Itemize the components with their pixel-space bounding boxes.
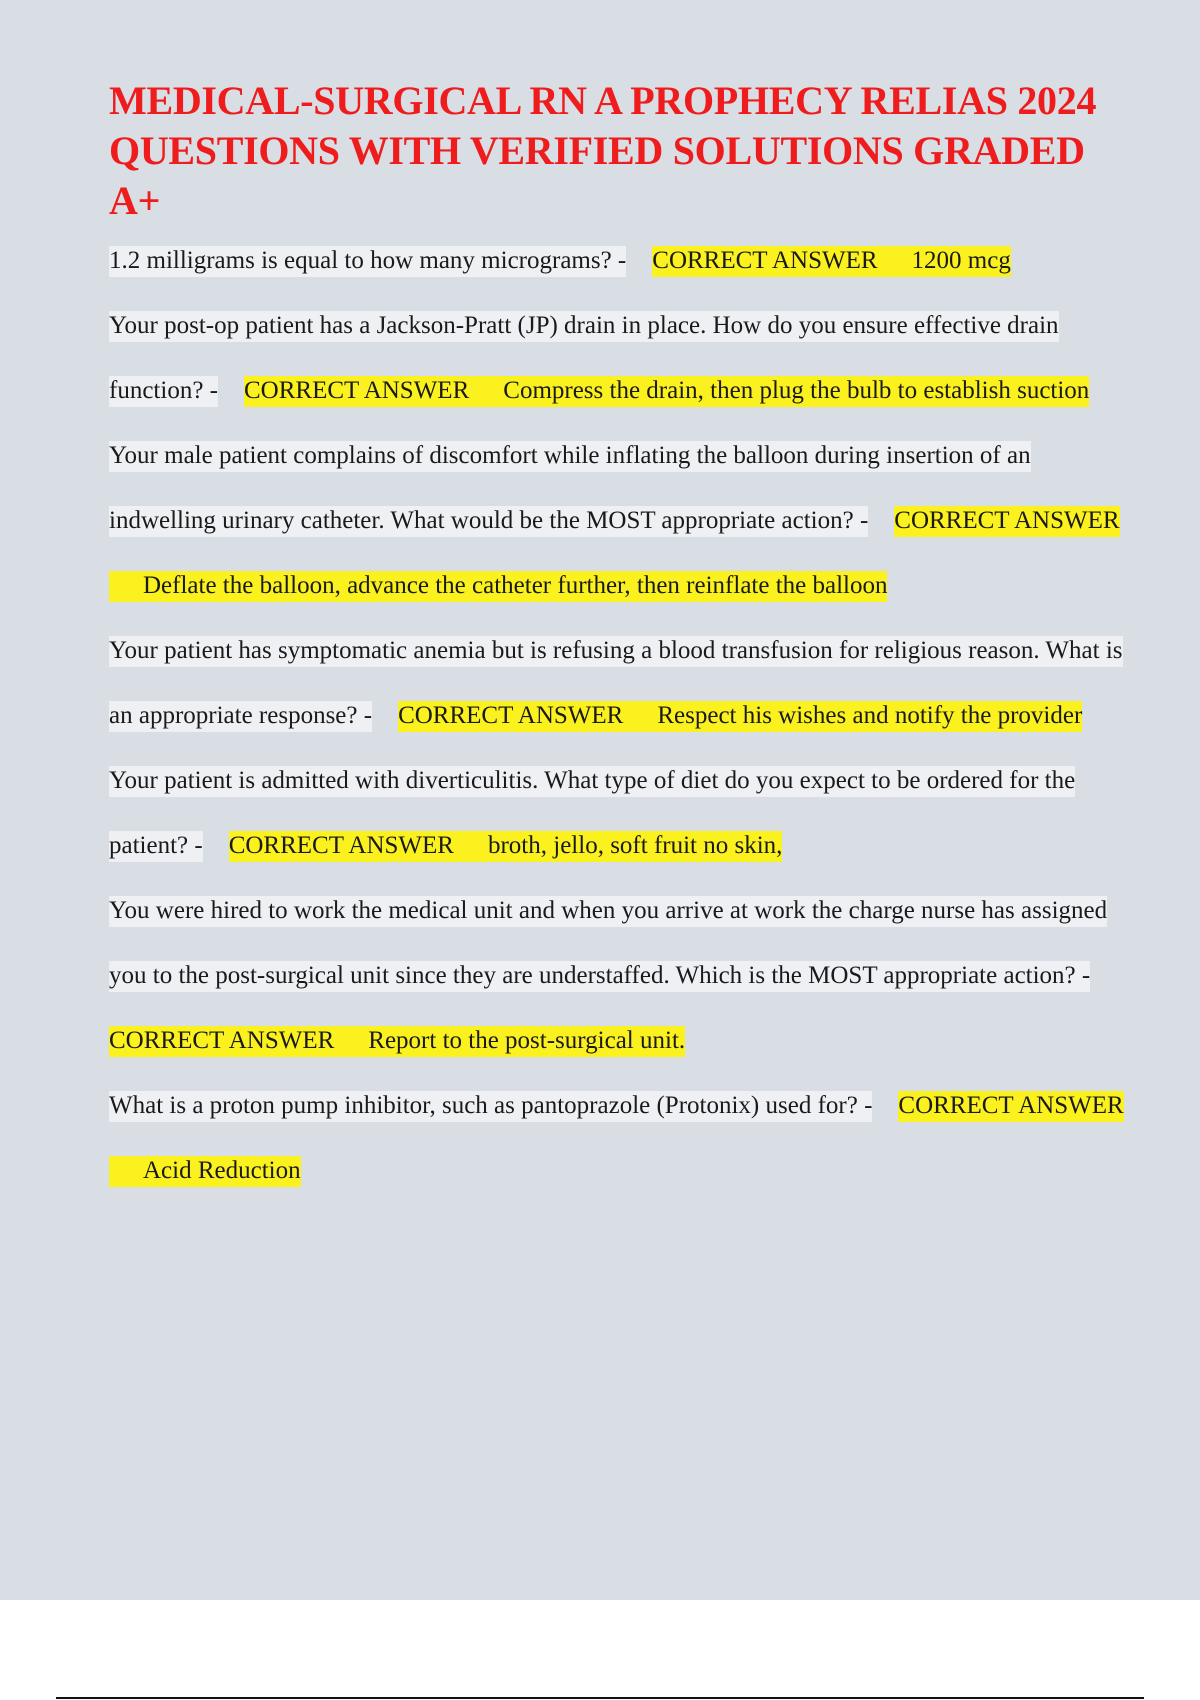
qa-item-5 — [109, 748, 1129, 878]
question-text: 1.2 milligrams is equal to how many micrograms? - — [109, 246, 626, 277]
answer-text: Respect his wishes and notify the provider — [657, 702, 1083, 729]
correct-answer-label: CORRECT ANSWER — [894, 507, 1120, 534]
qa-item-7 — [109, 1073, 1129, 1203]
correct-answer-label: CORRECT ANSWER — [652, 247, 878, 274]
correct-answer-highlight — [652, 246, 1011, 277]
answer-text: Compress the drain, then plug the bulb to establish suction — [503, 377, 1090, 404]
correct-answer-label: CORRECT ANSWER — [109, 1027, 335, 1054]
question-text: Your patient is admitted with diverticulitis. What type of diet do you expect to be ordered for the patient? - — [109, 766, 1075, 862]
answer-text: Deflate the balloon, advance the catheter further, then reinflate the balloon — [143, 572, 888, 599]
answer-text: Report to the post-surgical unit. — [368, 1027, 686, 1054]
question-text: Your patient has symptomatic anemia but is refusing a blood transfusion for religious reason. What is an appropriate response? - — [109, 636, 1123, 732]
document-title: MEDICAL-SURGICAL RN A PROPHECY RELIAS 2024 QUESTIONS WITH VERIFIED SOLUTIONS GRADED A+ — [109, 78, 1097, 223]
correct-answer-label: CORRECT ANSWER — [398, 702, 624, 729]
correct-answer-highlight — [244, 376, 1089, 407]
correct-answer-highlight — [109, 1026, 685, 1057]
question-text: What is a proton pump inhibitor, such as pantoprazole (Protonix) used for? - — [109, 1091, 872, 1122]
correct-answer-label: CORRECT ANSWER — [243, 377, 470, 404]
qa-list — [109, 228, 1129, 1203]
qa-item-4 — [109, 618, 1129, 748]
correct-answer-label: CORRECT ANSWER — [898, 1092, 1124, 1119]
document-content — [109, 76, 1129, 1203]
question-text: Your male patient complains of discomfort while inflating the balloon during insertion of an indwelling urinary catheter. What would be the MOST appropriate action? - — [109, 441, 1031, 537]
qa-item-2 — [109, 293, 1129, 423]
qa-item-6 — [109, 878, 1129, 1073]
qa-item-3 — [109, 423, 1129, 618]
answer-text: broth, jello, soft fruit no skin, — [487, 832, 783, 859]
correct-answer-highlight — [398, 701, 1082, 732]
question-text: You were hired to work the medical unit and when you arrive at work the charge nurse has assigned you to the post-surgical unit since they are understaffed. Which is the MOST appropriate action? - — [109, 896, 1107, 992]
correct-answer-highlight — [229, 831, 783, 862]
answer-text: 1200 mcg — [911, 247, 1011, 274]
question-text: Your post-op patient has a Jackson-Pratt (JP) drain in place. How do you ensure effective drain function? - — [109, 311, 1059, 407]
footer-divider — [56, 1697, 1144, 1699]
answer-text: Acid Reduction — [143, 1157, 301, 1184]
qa-item-1 — [109, 228, 1129, 293]
correct-answer-label: CORRECT ANSWER — [228, 832, 454, 859]
